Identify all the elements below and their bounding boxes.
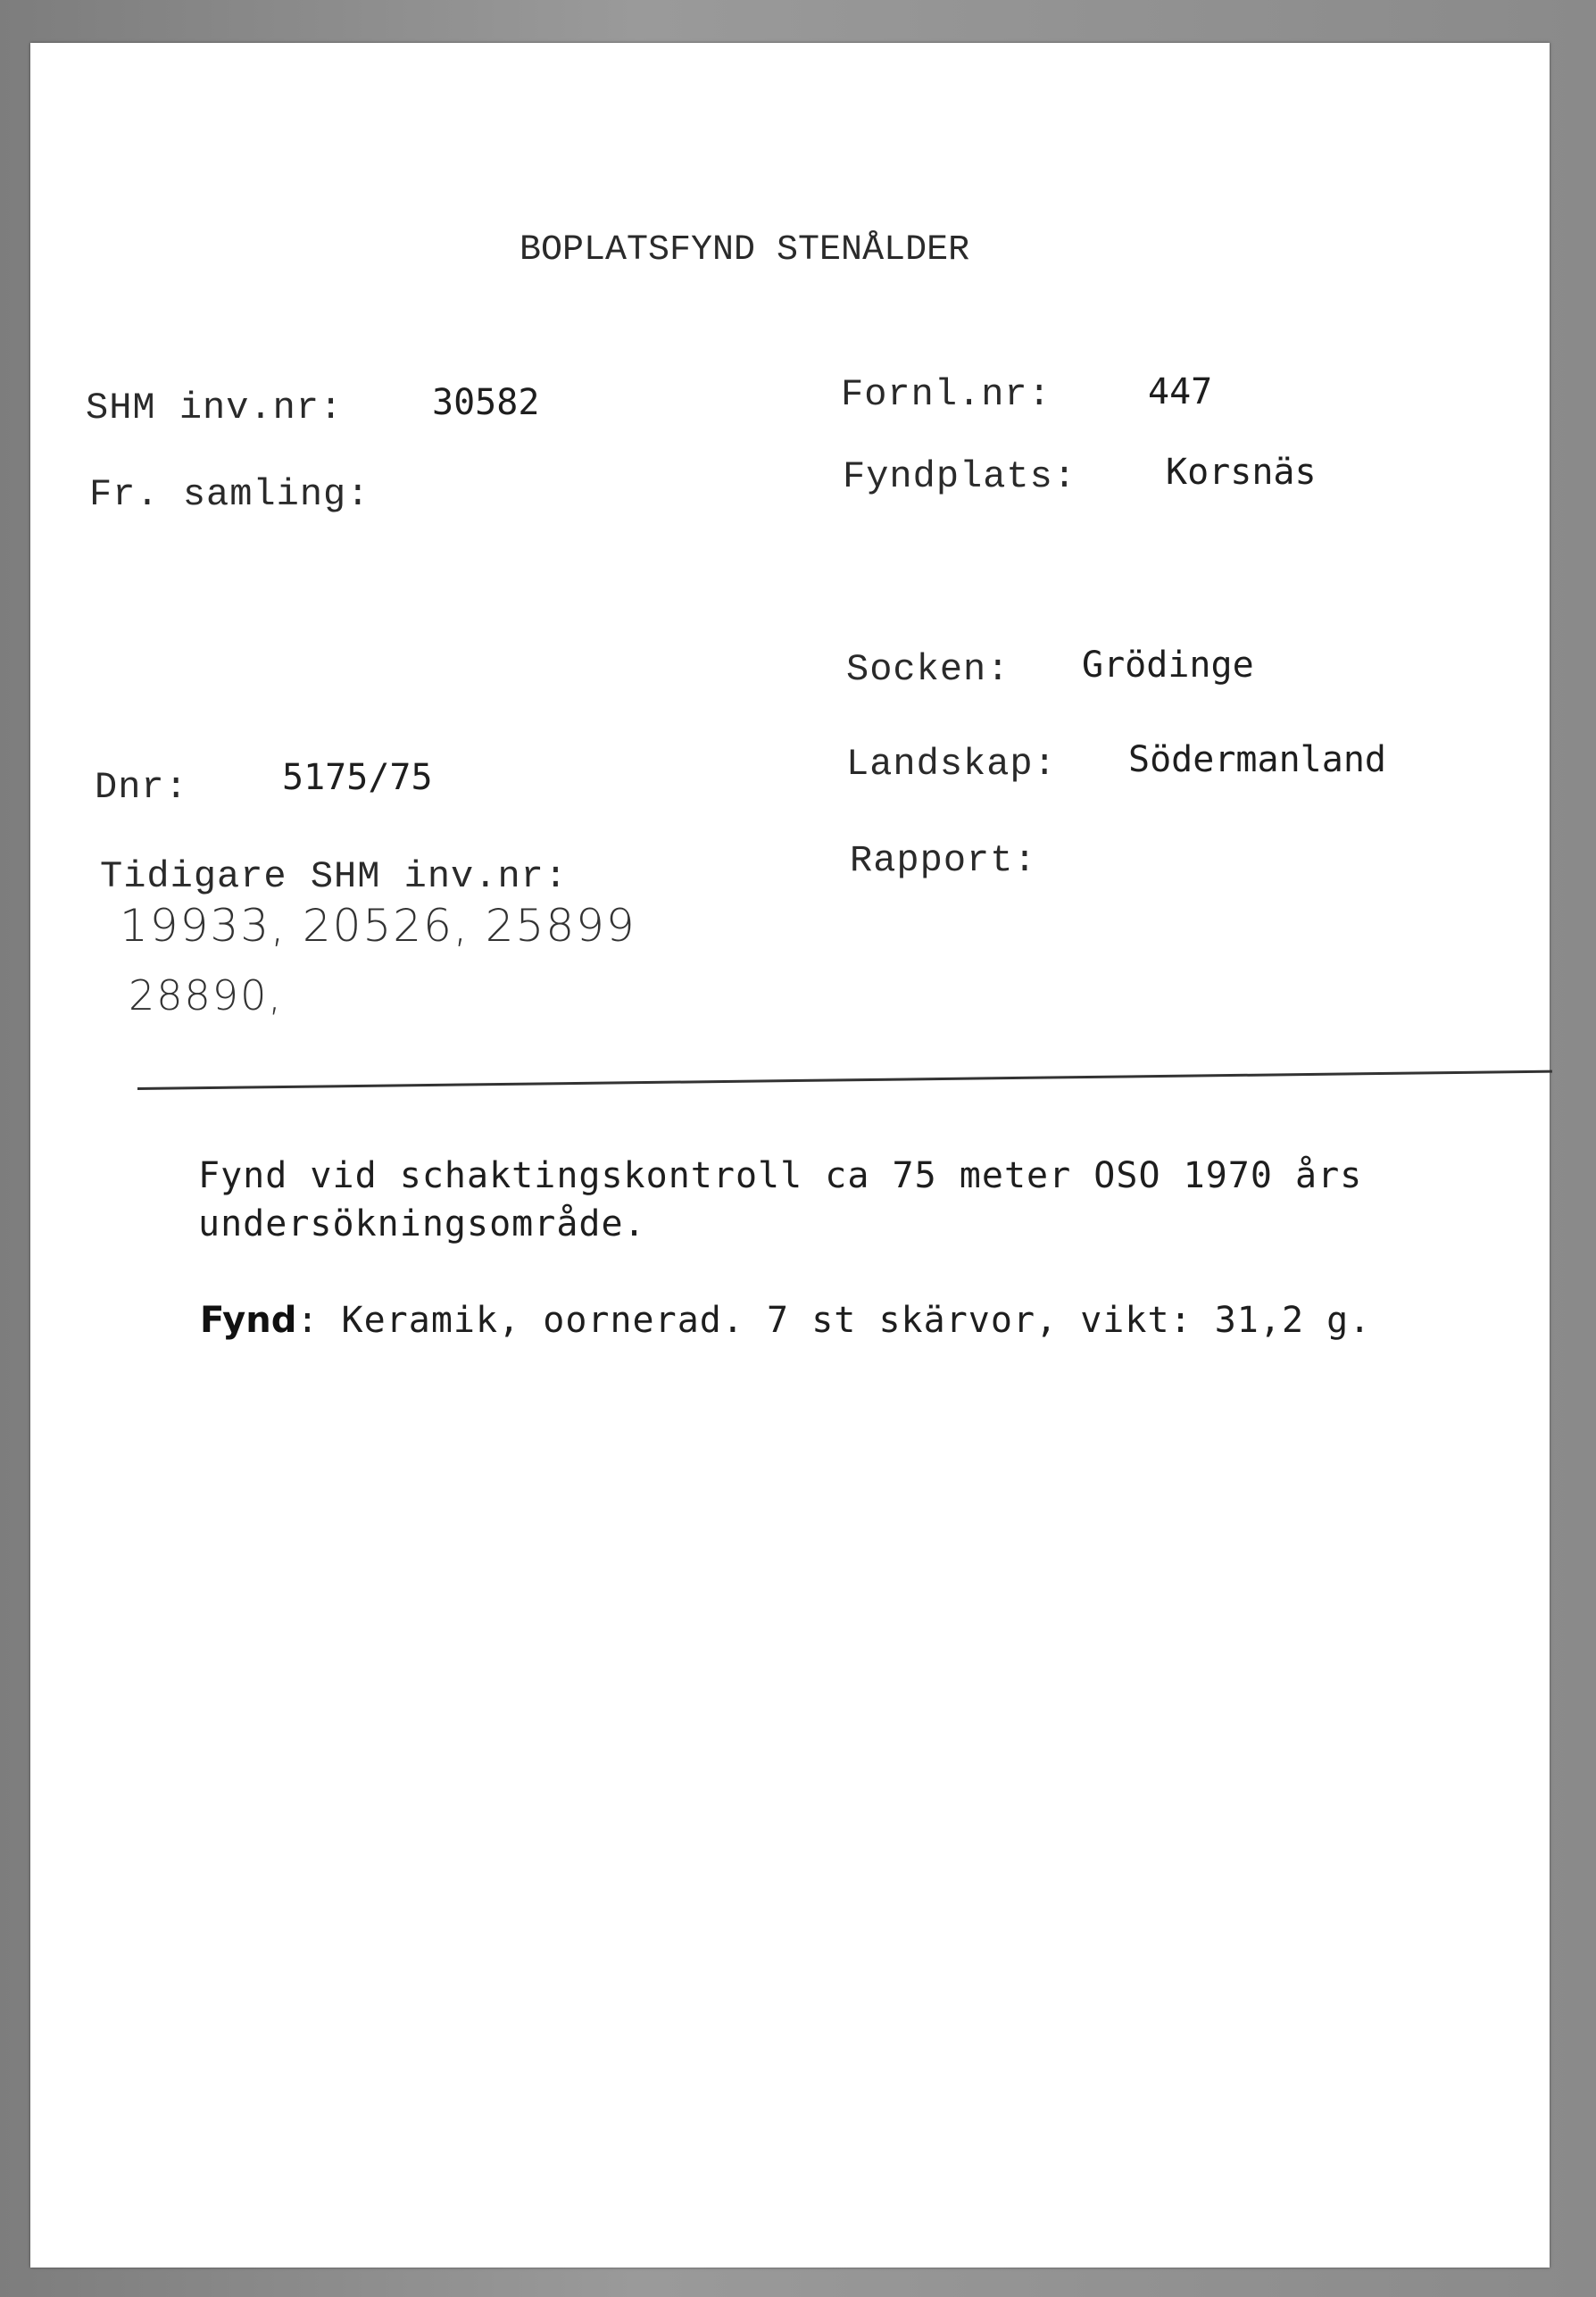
description-line-2: undersökningsområde. [198,1203,646,1244]
dnr-value: 5175/75 [282,757,433,798]
dnr-label: Dnr: [95,766,188,809]
socken-value: Grödinge [1082,645,1254,686]
card-heading: BOPLATSFYND STENÅLDER [520,230,970,270]
fr-samling-label: Fr. samling: [89,473,370,516]
handwritten-inv-numbers-2: 28890, [129,971,283,1020]
fynd-line [200,1300,1371,1341]
fyndplats-label: Fyndplats: [843,455,1077,498]
landskap-value: Södermanland [1128,739,1386,780]
catalog-card [30,43,1550,2268]
shm-inv-label: SHM inv.nr: [86,387,344,429]
description-line-1: Fynd vid schaktingskontroll ca 75 meter OSO 1970 års [198,1155,1363,1196]
rapport-label: Rapport: [850,839,1037,882]
handwritten-inv-numbers-1: 19933, 20526, 25899 [120,900,636,952]
shm-inv-value: 30582 [432,382,540,423]
tidigare-label: Tidigare SHM inv.nr: [100,855,569,898]
fynd-label: Fynd [200,1300,297,1341]
fornl-value: 447 [1148,371,1213,412]
landskap-label: Landskap: [846,743,1057,786]
fynd-text: : Keramik, oornerad. 7 st skärvor, vikt: 31,2 g. [296,1300,1372,1341]
divider-line [137,1070,1552,1090]
socken-label: Socken: [846,648,1010,691]
fyndplats-value: Korsnäs [1166,452,1317,493]
fornl-label: Fornl.nr: [841,373,1052,416]
